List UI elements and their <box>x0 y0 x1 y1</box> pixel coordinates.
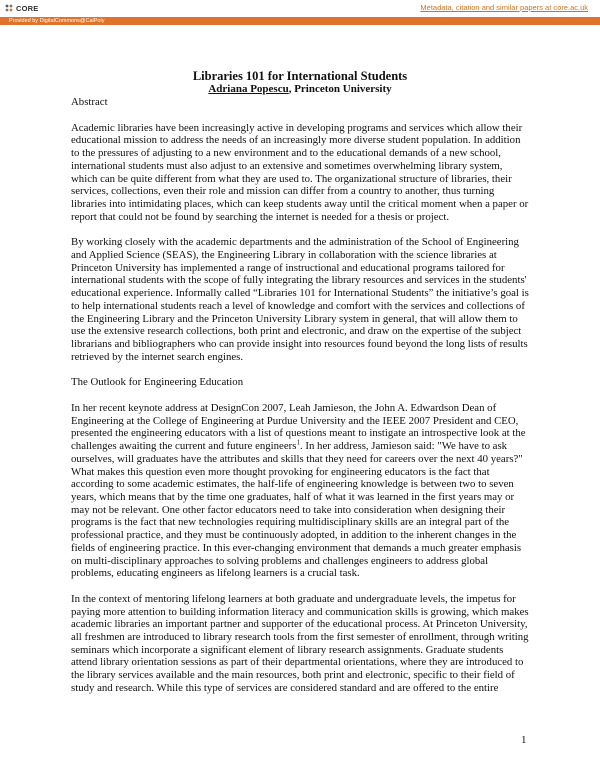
core-logo-text: CORE <box>16 3 39 13</box>
metadata-link[interactable]: Metadata, citation and similar papers at core.ac.uk <box>420 3 588 12</box>
core-logo[interactable] <box>4 3 38 13</box>
paragraph-1: Academic libraries have been increasingly active in developing programs and services which allow their educational mission to address the needs of an increasingly more diverse student population. In addition to the pressures of adjusting to a new environment and to the educational demands of a new school, international students must also adjust to an extensive and sometimes overwhelming library system, which can be quite different from what they are used to. The organizational structure of libraries, their services, collections, even their role and mission can differ from a country to another, thus turning libraries into intimidating places, which can keep students away until the critical moment when a paper or report that could not be found by searching the internet is needed for a thesis or project. <box>71 121 529 223</box>
provided-by-text[interactable]: Provided by DigitalCommons@CalPoly <box>9 18 105 24</box>
paragraph-3-part-1: In her recent keynote address at DesignCon 2007, Leah Jamieson, the John A. Edwardson Dean of Engineering at the College of Engineering at Purdue University and the IEEE 2007 President and CEO, presented the engineering educators with a list of questions meant to instigate an introspective look at the challenges awaiting the current and future engineers <box>71 402 526 453</box>
abstract-heading: Abstract <box>71 96 108 108</box>
paragraph-3-part-2: . In her address, Jamieson said: "We have to ask ourselves, will graduates have the attributes and skills that they need for careers over the next 40 years?" What makes this question even more thought provoking for engineering educators is the fact that according to some academic estimates, the half-life of engineering knowledge is between two to seven years, which means that by the time one graduates, half of what it was learned in the first years may or may not be relevant. One other factor educators need to take into consideration when designing their programs is the fact that new technologies requiring multidisciplinary skills are an integral part of the professional practice, and they must be continuously adopted, in addition to the inherent changes in the fields of engineering practice. In this ever-changing environment that demands a much greater emphasis on multi-disciplinary approaches to solving problems and challenges engineers to address global problems, educating engineers as lifelong learners is a crucial task. <box>71 440 523 580</box>
author-line <box>71 83 529 96</box>
document-body <box>71 69 529 695</box>
document-title: Libraries 101 for International Students <box>192 69 408 83</box>
paragraph-4: In the context of mentoring lifelong learners at both graduate and undergraduate levels, the impetus for paying more attention to building information literacy and communication skills is growing, which makes academic libraries an important partner and supporter of the educational process. At Princeton University, all freshmen are introduced to library research tools from the first semester of enrollment, through writing seminars which incorporate a significant element of library research assignments. Graduate students attend library orientation sessions as part of their departmental orientations, where they are introduced to the library services available and the main resources, both print and electronic, specific to their field of study and research. While this type of services are considered standard and are offered to the entire <box>71 592 529 694</box>
author-name: Adriana Popescu <box>208 83 289 95</box>
core-logo-icon <box>4 3 14 13</box>
section-heading: The Outlook for Engineering Education <box>71 376 244 389</box>
provided-by-bar <box>0 17 600 25</box>
page-number: 1 <box>521 734 527 746</box>
paragraph-2: By working closely with the academic departments and the administration of the School of Engineering and Applied Science (SEAS), the Engineering Library in collaboration with the science libraries at Princeton University has implemented a range of instructional and educational programs tailored for international students with the scope of fully integrating the library resources and services in the students' educational experience. Informally called “Libraries 101 for International Students” the initiative’s goal is to help international students reach a level of knowledge and comfort with the services and collections of the Engineering Library and the Princeton University Library system in general, that will allow them to use the extensive research collections, both print and electronic, and draw on the expertise of the subject librarians and bibliographers who can provide insight into resources found beyond the long lists of results retrieved by the internet search engines. <box>71 236 529 363</box>
core-banner <box>0 0 600 26</box>
paragraph-3 <box>71 402 529 580</box>
footnote-ref: 1 <box>296 438 300 447</box>
author-affiliation: , Princeton University <box>288 83 392 95</box>
